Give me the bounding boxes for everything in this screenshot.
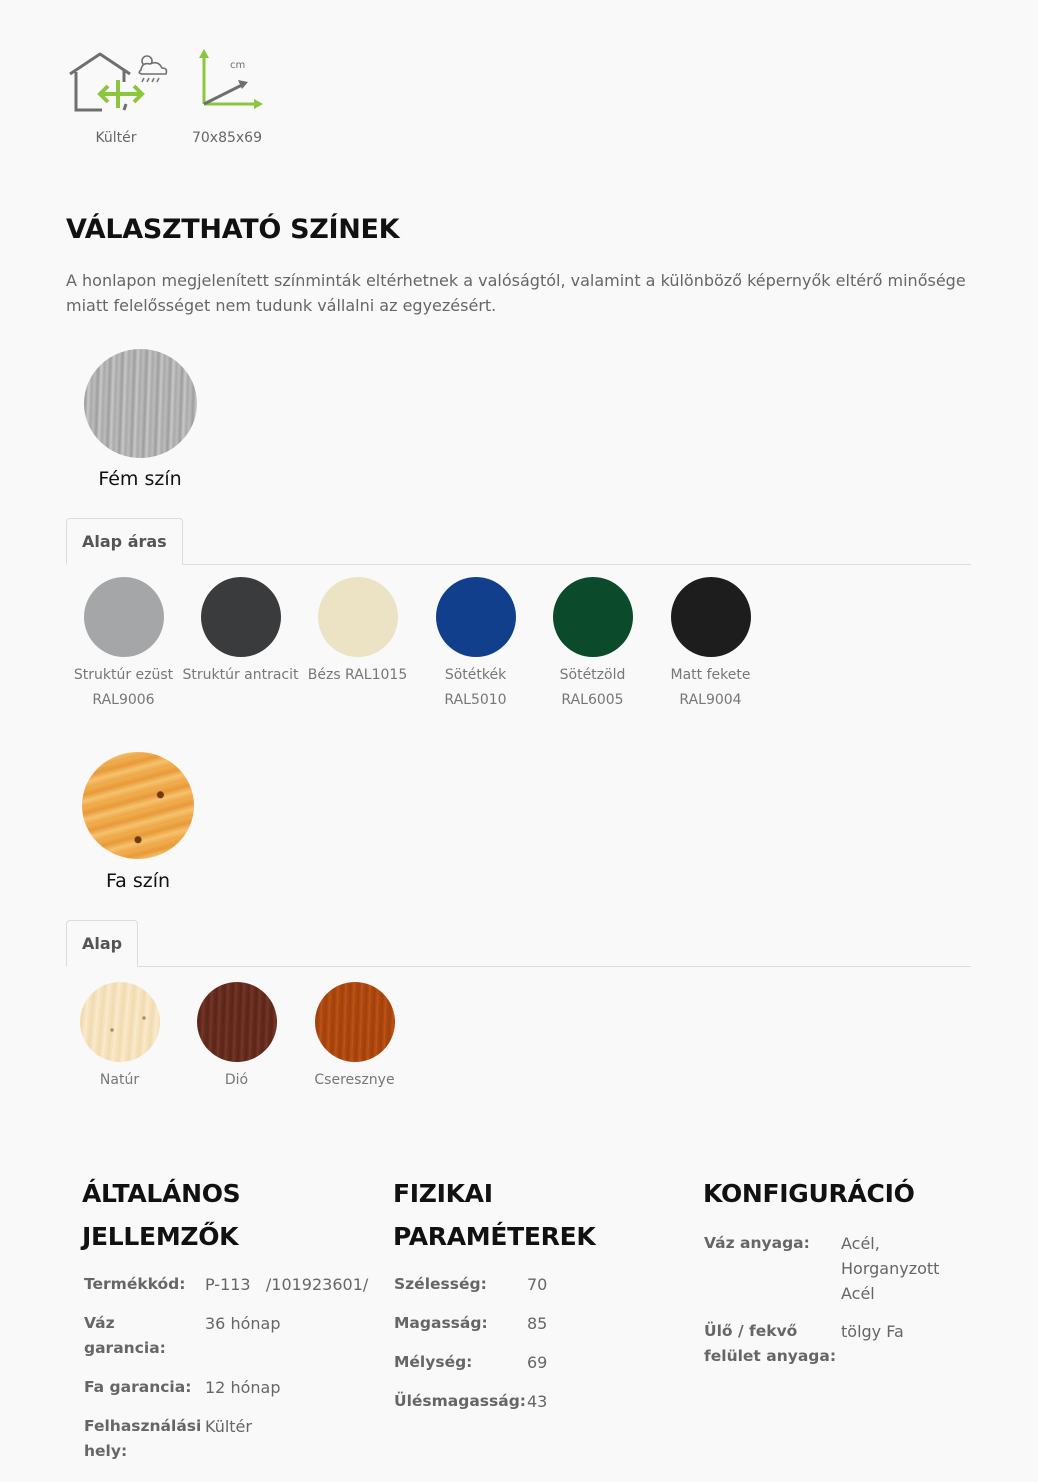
- swatch-name: Natúr: [99, 1072, 140, 1088]
- wood-color-swatch: [82, 752, 194, 859]
- swatch-item[interactable]: [534, 577, 651, 713]
- metal-color-swatch: [84, 349, 197, 458]
- metal-color-label: Fém szín: [98, 468, 182, 490]
- swatch-item[interactable]: [296, 982, 413, 1093]
- swatch-item[interactable]: [65, 577, 182, 713]
- feature-dimensions: [178, 44, 276, 154]
- outdoor-house-icon: [62, 44, 170, 116]
- spec-value: P-113 /101923601/: [205, 1275, 369, 1294]
- config-specs-title: KONFIGURÁCIÓ: [703, 1179, 915, 1208]
- swatch-name: Struktúr antracit: [182, 667, 299, 683]
- spec-value: 36 hónap: [205, 1314, 281, 1333]
- physical-specs-title: FIZIKAI PARAMÉTEREK: [393, 1179, 596, 1251]
- spec-value: Kültér: [205, 1417, 252, 1436]
- swatch-name: Bézs RAL1015: [307, 667, 408, 683]
- feature-outdoor: [62, 44, 170, 154]
- feature-label-dimensions: 70x85x69: [191, 130, 262, 146]
- spec-value: tölgy Fa: [841, 1322, 904, 1341]
- spec-key: Szélesség:: [394, 1275, 487, 1293]
- swatch-name: Cseresznye: [314, 1072, 395, 1088]
- colors-section-title: VÁLASZTHATÓ SZÍNEK: [66, 214, 400, 245]
- spec-key: Mélység:: [394, 1353, 473, 1371]
- swatch-circle: [553, 577, 633, 657]
- dimensions-unit-label: cm: [230, 60, 246, 71]
- swatch-circle: [80, 982, 160, 1062]
- swatch-item[interactable]: [182, 577, 299, 688]
- spec-value: 85: [527, 1314, 548, 1333]
- swatch-circle: [318, 577, 398, 657]
- spec-value: 70: [527, 1275, 548, 1294]
- spec-key: Magasság:: [394, 1314, 488, 1332]
- tab-divider: [66, 564, 971, 565]
- swatch-item[interactable]: [299, 577, 416, 688]
- swatch-name: Sötétzöld RAL6005: [559, 667, 626, 708]
- swatch-item[interactable]: [61, 982, 178, 1093]
- spec-key: Termékkód:: [84, 1275, 186, 1293]
- swatch-circle: [436, 577, 516, 657]
- tab-metal-base-price[interactable]: Alap áras: [66, 518, 183, 565]
- spec-key: Ülő / fekvő felület anyaga:: [704, 1322, 837, 1365]
- general-specs-title: ÁLTALÁNOS JELLEMZŐK: [82, 1179, 241, 1251]
- spec-key: Váz garancia:: [84, 1314, 166, 1357]
- spec-key: Fa garancia:: [84, 1378, 192, 1396]
- feature-label-outdoor: Kültér: [95, 130, 137, 146]
- swatch-circle: [201, 577, 281, 657]
- swatch-circle: [84, 577, 164, 657]
- spec-value: 12 hónap: [205, 1378, 281, 1397]
- spec-value: Acél, Horganyzott Acél: [841, 1234, 940, 1303]
- swatch-name: Dió: [224, 1072, 249, 1088]
- tab-wood-base[interactable]: Alap: [66, 920, 138, 967]
- swatch-name: Sötétkék RAL5010: [444, 667, 507, 708]
- swatch-circle: [671, 577, 751, 657]
- swatch-item[interactable]: [652, 577, 769, 713]
- wood-color-label: Fa szín: [105, 870, 171, 892]
- spec-key: Váz anyaga:: [704, 1234, 810, 1252]
- spec-key: Felhasználási hely:: [84, 1417, 202, 1460]
- swatch-item[interactable]: [178, 982, 295, 1093]
- dimensions-icon: [178, 44, 276, 116]
- spec-key: Ülésmagasság:: [394, 1392, 527, 1410]
- spec-value: 69: [527, 1353, 548, 1372]
- swatch-item[interactable]: [417, 577, 534, 713]
- tab-divider: [66, 966, 971, 967]
- swatch-circle: [197, 982, 277, 1062]
- colors-disclaimer: A honlapon megjelenített színminták eltérhetnek a valóságtól, valamint a különböző képernyők eltérő minősége miatt felelősséget nem tudunk vállalni az egyezésért.: [66, 271, 966, 315]
- spec-value: 43: [527, 1392, 548, 1411]
- swatch-circle: [315, 982, 395, 1062]
- swatch-name: Struktúr ezüst RAL9006: [73, 667, 174, 708]
- swatch-name: Matt fekete RAL9004: [670, 667, 751, 708]
